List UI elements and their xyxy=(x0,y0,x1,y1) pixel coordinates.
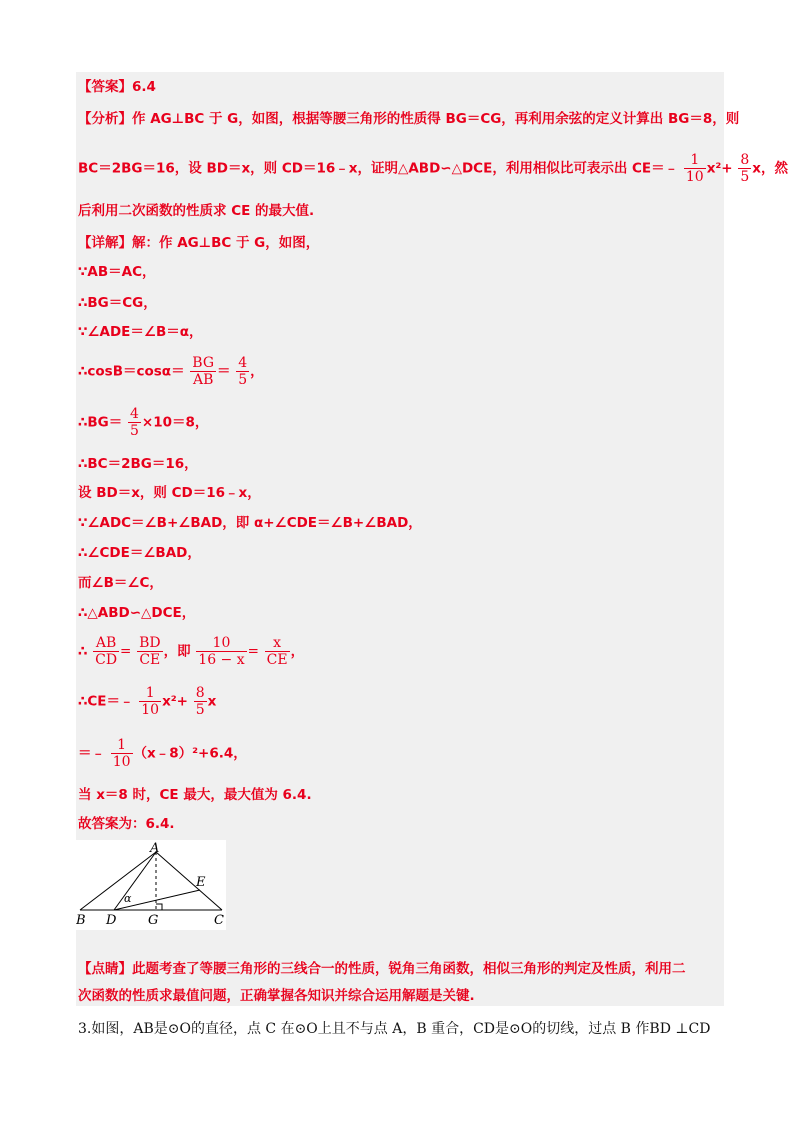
comment-line-2: 次函数的性质求最值问题，正确掌握各知识并综合运用解题是关键. xyxy=(78,988,475,1004)
fraction: $\frac{1}{10}$ xyxy=(685,152,704,185)
fraction: $\frac{8}{5}$ xyxy=(195,685,205,718)
detail-line-16: 当 x＝8 时，CE 最大，最大值为 6.4. xyxy=(78,787,312,803)
analysis-line-3: 后利用二次函数的性质求 CE 的最大值. xyxy=(78,203,315,219)
label-d: D xyxy=(106,913,117,928)
answer-line xyxy=(78,78,156,96)
segment-ac xyxy=(156,852,222,910)
fraction: $\frac{8}{5}$ xyxy=(740,152,750,185)
detail-line-8: 设 BD＝x，则 CD＝16﹣x， xyxy=(78,485,261,501)
fraction: $\frac{10}{16 - x}$ xyxy=(198,635,245,668)
answer-value: 6.4 xyxy=(132,79,156,95)
analysis-line-2: BC＝2BG＝16，设 BD＝x，则 CD＝16﹣x，证明△ABD∽△DCE，利用相似比可表示出 CE＝﹣ $\frac{1}{10}$ x²+ $\frac{8}{5}$ x，然 xyxy=(78,152,788,185)
fraction: $\frac{BG}{AB}$ xyxy=(192,355,215,388)
detail-tag: 【详解】 xyxy=(78,235,132,251)
comment-line-1: 【点睛】此题考查了等腰三角形的三线合一的性质，锐角三角函数，相似三角形的判定及性质，利用二 xyxy=(78,961,686,977)
detail-line-13: ∴ $\frac{AB}{CD}$ = $\frac{BD}{CE}$ ，即 $\frac{10}{16 - x}$ = $\frac{x}{CE}$ ， xyxy=(78,635,305,668)
label-e: E xyxy=(196,875,206,890)
triangle-diagram xyxy=(76,840,226,930)
detail-line-2: ∵AB＝AC， xyxy=(78,264,156,280)
fraction: $\frac{4}{5}$ xyxy=(238,355,248,388)
detail-line-7: ∴BC＝2BG＝16， xyxy=(78,456,198,472)
detail-line-17: 故答案为：6.4. xyxy=(78,816,175,832)
fraction: $\frac{x}{CE}$ xyxy=(266,635,288,668)
fraction: $\frac{4}{5}$ xyxy=(129,406,139,439)
segment-ab xyxy=(80,852,156,910)
label-alpha: α xyxy=(124,892,132,905)
right-angle-mark xyxy=(156,904,162,910)
label-a: A xyxy=(150,841,160,856)
detail-line-9: ∵∠ADC＝∠B+∠BAD，即 α+∠CDE＝∠B+∠BAD， xyxy=(78,515,422,531)
comment-tag: 【点睛】 xyxy=(78,961,132,977)
label-b: B xyxy=(76,913,86,928)
detail-line-10: ∴∠CDE＝∠BAD， xyxy=(78,545,201,561)
fraction: $\frac{1}{10}$ xyxy=(141,685,160,718)
triangle-figure xyxy=(76,840,226,930)
analysis-line-1: 【分析】作 AG⊥BC 于 G，如图，根据等腰三角形的性质得 BG＝CG，再利用余弦的定义计算出 BG＝8，则 xyxy=(78,111,740,127)
label-g: G xyxy=(148,913,159,928)
detail-line-15: ＝﹣ $\frac{1}{10}$ （x﹣8）²+6.4， xyxy=(78,737,247,770)
fraction: $\frac{BD}{CE}$ xyxy=(139,635,161,668)
detail-line-12: ∴△ABD∽△DCE， xyxy=(78,605,196,621)
detail-line-5: ∴cosB＝cosα＝ $\frac{BG}{AB}$ ＝ $\frac{4}{5}$ ， xyxy=(78,355,264,388)
fraction: $\frac{1}{10}$ xyxy=(112,737,131,770)
detail-line-4: ∵∠ADE＝∠B＝α， xyxy=(78,324,203,340)
question-3: 3.如图，AB是⊙O的直径，点 C 在⊙O上且不与点 A，B 重合，CD是⊙O的切线，过点 B 作BD ⊥CD xyxy=(78,1021,711,1037)
detail-line-1: 【详解】解：作 AG⊥BC 于 G，如图， xyxy=(78,235,320,251)
detail-line-6: ∴BG＝ $\frac{4}{5}$ ×10＝8， xyxy=(78,406,209,439)
answer-tag: 【答案】 xyxy=(78,79,132,95)
detail-line-14: ∴CE＝﹣ $\frac{1}{10}$ x²+ $\frac{8}{5}$ x xyxy=(78,685,217,718)
analysis-tag: 【分析】 xyxy=(78,111,132,127)
fraction: $\frac{AB}{CD}$ xyxy=(95,635,118,668)
detail-line-11: 而∠B＝∠C， xyxy=(78,575,163,591)
detail-line-3: ∴BG＝CG， xyxy=(78,295,157,311)
label-c: C xyxy=(214,913,224,928)
